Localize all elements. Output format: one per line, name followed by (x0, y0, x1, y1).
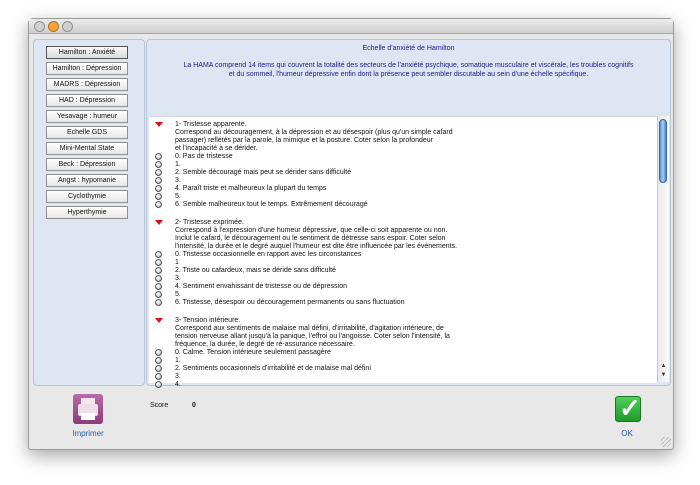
radio-option[interactable] (155, 275, 162, 282)
option-label: 5. (175, 193, 181, 200)
sidebar-item-mini-mental[interactable]: Mini-Mental State (46, 142, 128, 155)
radio-option[interactable] (155, 177, 162, 184)
option-label: 3. (175, 275, 181, 282)
option-label: 6. Tristesse, désespoir ou découragement permanents ou sans fluctuation (175, 299, 405, 306)
ok-button-label[interactable]: OK (621, 429, 633, 438)
sidebar-item-hamilton-anxiety[interactable]: Hamilton : Anxiété (46, 46, 128, 59)
question-marker-icon (155, 122, 163, 127)
radio-option[interactable] (155, 193, 162, 200)
option-label: 2. Triste ou cafardeux, mais se déride sans difficulté (175, 267, 336, 274)
radio-option[interactable] (155, 161, 162, 168)
radio-option[interactable] (155, 267, 162, 274)
radio-option[interactable] (155, 373, 162, 380)
option-label: 4. Sentiment envahissant de tristesse ou de dépression (175, 283, 347, 290)
question-description: Correspond au découragement, à la dépression et au désespoir (plus qu'un simple cafard (175, 129, 453, 136)
question-description: Inclut le cafard, le découragement ou le sentiment de détresse sans espoir. Coter selon (175, 235, 446, 242)
scale-intro (157, 62, 660, 79)
sidebar-item-hamilton-depression[interactable]: Hamilton : Dépression (46, 62, 128, 75)
checkmark-icon[interactable]: ✓ (615, 396, 641, 422)
app-window (28, 18, 674, 450)
option-label: 1. (175, 357, 181, 364)
option-label: 6. Semble malheureux tout le temps. Extrêmement découragé (175, 201, 368, 208)
printer-icon[interactable] (73, 394, 103, 424)
scale-panel (146, 39, 671, 386)
question-description: Correspond à l'expression d'une humeur dépressive, que celle-ci soit apparente ou non. (175, 227, 448, 234)
question-title: 1- Tristesse apparente. (175, 121, 247, 128)
radio-option[interactable] (155, 381, 162, 388)
scrollbar-thumb[interactable] (659, 119, 667, 183)
option-label: 1 (175, 259, 179, 266)
option-label: 2. Sentiments occasionnels d'irritabilité et de malaise mal défini (175, 365, 371, 372)
question-marker-icon (155, 220, 163, 225)
radio-option[interactable] (155, 201, 162, 208)
vertical-scrollbar[interactable] (657, 116, 669, 382)
radio-option[interactable] (155, 349, 162, 356)
sidebar-item-beck[interactable]: Beck : Dépression (46, 158, 128, 171)
radio-option[interactable] (155, 259, 162, 266)
sidebar-item-angst[interactable]: Angst : hypomanie (46, 174, 128, 187)
scale-selector-sidebar (33, 39, 145, 386)
question-description: tension nerveuse allant jusqu'à la panique, l'effroi ou l'angoisse. Coter selon l'intensité, la (175, 333, 450, 340)
sidebar-item-madrs[interactable]: MADRS : Dépression (46, 78, 128, 91)
radio-option[interactable] (155, 169, 162, 176)
sidebar-item-gds[interactable]: Echelle GDS (46, 126, 128, 139)
radio-option[interactable] (155, 251, 162, 258)
option-label: 4. (175, 381, 181, 388)
radio-option[interactable] (155, 291, 162, 298)
radio-option[interactable] (155, 153, 162, 160)
option-label: 3. (175, 373, 181, 380)
radio-option[interactable] (155, 283, 162, 290)
option-label: 4. Paraît triste et malheureux la plupart du temps (175, 185, 327, 192)
radio-option[interactable] (155, 365, 162, 372)
question-description: passager) reflétés par la parole, la mimique et la posture. Coter selon la profondeur (175, 137, 433, 144)
radio-option[interactable] (155, 185, 162, 192)
option-label: 0. Pas de tristesse (175, 153, 233, 160)
score-value: 0 (192, 402, 196, 409)
scale-intro-line-1: La HAMA comprend 14 items qui couvrent la totalité des secteurs de l'anxiété psychique, somatique musculaire et viscérale, les troubles cognitifs (183, 62, 634, 69)
question-description: et l'incapacité à se dérider. (175, 145, 258, 152)
option-label: 5. (175, 291, 181, 298)
zoom-window-button[interactable] (62, 21, 73, 32)
print-button-label[interactable]: Imprimer (72, 429, 104, 438)
close-window-button[interactable] (34, 21, 45, 32)
scale-intro-line-2: et du sommeil, l'humeur dépressive enfin dont la présence peut sembler discutable au sein d'une échelle spécifique. (228, 70, 589, 78)
sidebar-item-cyclothymie[interactable]: Cyclothymie (46, 190, 128, 203)
question-description: Correspond aux sentiments de malaise mal défini, d'irritabilité, d'agitation intérieure, de (175, 325, 444, 332)
option-label: 0. Tristesse occasionnelle en rapport avec les circonstances (175, 251, 362, 258)
scroll-down-arrow-icon[interactable]: ▼ (660, 372, 667, 378)
score-label: Score (150, 402, 169, 409)
option-label: 3. (175, 177, 181, 184)
radio-option[interactable] (155, 357, 162, 364)
sidebar-item-hyperthymie[interactable]: Hyperthymie (46, 206, 128, 219)
scroll-up-arrow-icon[interactable]: ▲ (660, 363, 667, 369)
question-title: 2- Tristesse exprimée. (175, 219, 244, 226)
option-label: 0. Calme. Tension intérieure seulement passagère (175, 349, 331, 356)
sidebar-item-had[interactable]: HAD : Dépression (46, 94, 128, 107)
radio-option[interactable] (155, 299, 162, 306)
question-description: l'intensité, la durée et le degré auquel l'humeur est dite être influencée par les évènements. (175, 243, 458, 250)
resize-grip[interactable] (661, 437, 671, 447)
option-label: 1. (175, 161, 181, 168)
question-title: 3- Tension intérieure. (175, 317, 241, 324)
title-bar (29, 19, 673, 34)
minimize-window-button[interactable] (48, 21, 59, 32)
question-description: fréquence, la durée, le degré de ré-assurance nécessaire. (175, 341, 355, 348)
questionnaire-area[interactable] (149, 116, 657, 388)
question-marker-icon (155, 318, 163, 323)
scale-title: Echelle d'anxiété de Hamilton (362, 45, 455, 52)
option-label: 2. Semble découragé mais peut se dérider sans difficulté (175, 169, 352, 176)
sidebar-item-yesavage[interactable]: Yesavage : humeur (46, 110, 128, 123)
